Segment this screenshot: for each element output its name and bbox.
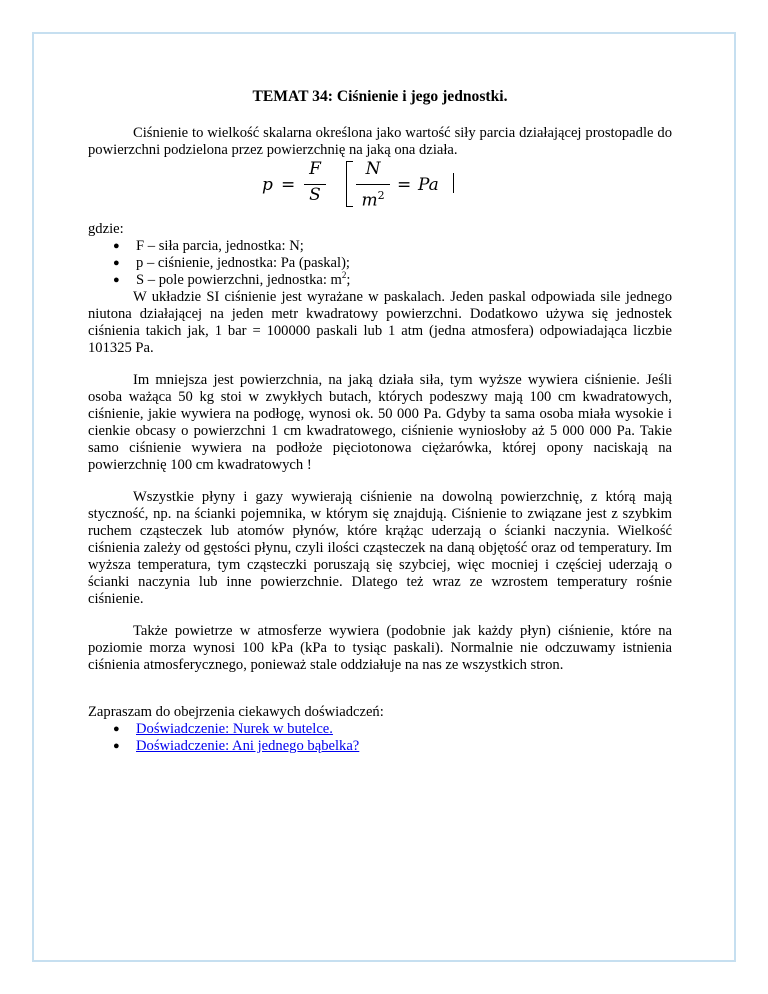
unit-bracket-right xyxy=(453,173,454,193)
definition-force: F – siła parcia, jednostka: N; xyxy=(136,238,304,254)
formula-denominator-S: S xyxy=(309,185,321,205)
formula-equals: = xyxy=(281,175,296,195)
intro-paragraph: Ciśnienie to wielkość skalarna określona jako wartość siły parcia działającej prostopadle do powierzchni podzielona przez powierzchnię na jaką ona działa. xyxy=(88,125,672,158)
definition-pressure: p – ciśnienie, jednostka: Pa (paskal); xyxy=(136,255,350,271)
page-title: TEMAT 34: Ciśnienie i jego jednostki. xyxy=(252,88,508,105)
document-body xyxy=(88,80,672,755)
invite-text: Zapraszam do obejrzenia ciekawych doświadczeń: xyxy=(88,704,384,720)
list-item xyxy=(88,238,672,255)
formula-unit-N: N xyxy=(365,159,381,179)
formula-unit-equals: = xyxy=(397,175,412,195)
experiment-link-diver[interactable]: Doświadczenie: Nurek w butelce. xyxy=(136,721,333,737)
formula-unit-m2 xyxy=(356,187,390,210)
where-label: gdzie: xyxy=(88,221,124,237)
bullet-icon: ● xyxy=(113,740,120,752)
air-paragraph: Także powietrze w atmosferze wywiera (podobnie jak każdy płyn) ciśnienie, które na poziomie morza wynosi 100 kPa (kPa to tysiąc paskali). Normalnie nie odczuwamy istnienia ciśnienia atmosferycznego, ponieważ stale oddziałuje na nas ze wszystkich stron. xyxy=(88,623,672,673)
formula-fraction-force-area xyxy=(304,161,326,204)
list-item xyxy=(88,721,672,738)
pressure-formula xyxy=(88,161,672,219)
formula-unit-Pa: Pa xyxy=(418,175,439,195)
spacer xyxy=(88,357,672,372)
spacer xyxy=(88,474,672,489)
spacer xyxy=(88,674,672,704)
bullet-icon: ● xyxy=(113,723,120,735)
definition-area-exponent: 2 xyxy=(341,270,347,281)
definition-area: S – pole powierzchni, jednostka: m xyxy=(136,272,342,288)
bullet-icon: ● xyxy=(113,257,120,269)
formula-numerator-F: F xyxy=(309,159,321,179)
si-units-paragraph: W układzie SI ciśnienie jest wyrażane w paskalach. Jeden paskal odpowiada sile jednego niutona działającej na jeden metr kwadratowy powierzchni. Dodatkowo używa się jednostek ciśnienia takich jak, 1 bar = 100000 paskali lub 1 atm (jedna atmosfera) odpowiadająca liczbie 101325 Pa. xyxy=(88,289,672,356)
formula-unit-fraction xyxy=(356,161,390,210)
experiment-link-bubble[interactable]: Doświadczenie: Ani jednego bąbelka? xyxy=(136,738,360,754)
fluids-paragraph: Wszystkie płyny i gazy wywierają ciśnienie na dowolną powierzchnię, z którą mają styczność, np. na ścianki pojemnika, w którym się znajdują. Ciśnienie to związane jest z szybkim ruchem cząsteczek lub atomów płynów, które krążąc uderzają o ścianki naczynia. Wielkość ciśnienia zależy od gęstości płynu, czyli ilości cząsteczek na daną objętość oraz od temperatury. Im wyższa temperatura, tym cząsteczki poruszają się szybciej, więc mocniej i częściej uderzają o ścianki naczynia lub inne powierzchnie. Dlatego też wraz ze wzrostem temperatury rośnie ciśnienie. xyxy=(88,489,672,607)
list-item xyxy=(88,255,672,272)
unit-fraction-bar xyxy=(356,184,390,185)
experiments-list xyxy=(88,721,672,755)
definitions-list xyxy=(88,238,672,289)
surface-paragraph: Im mniejsza jest powierzchnia, na jaką działa siła, tym wyższe wywiera ciśnienie. Jeśli osoba ważąca 50 kg stoi w zwykłych butach, których podeszwy mają 100 cm kwadratowych, ciśnienie, jakie wywiera na podłogę, wynosi ok. 50 000 Pa. Gdyby ta sama osoba miała wysokie i cienkie obcasy o powierzchni 1 cm kwadratowego, ciśnienie wyniosłoby aż 5 000 000 Pa. Takie samo ciśnienie wywiera na podłoże pięciotonowa ciężarówka, której opony naciskają na powierzchnię 100 cm kwadratowych ! xyxy=(88,372,672,473)
formula-p: p xyxy=(262,175,273,195)
formula-unit-exponent: 2 xyxy=(377,189,385,202)
spacer xyxy=(88,608,672,623)
list-item xyxy=(88,738,672,755)
bullet-icon: ● xyxy=(113,274,120,286)
formula-unit-m: m xyxy=(361,190,378,211)
list-item xyxy=(88,272,672,289)
bullet-icon: ● xyxy=(113,240,120,252)
unit-bracket-left xyxy=(346,161,353,207)
definition-area-tail: ; xyxy=(346,272,351,288)
